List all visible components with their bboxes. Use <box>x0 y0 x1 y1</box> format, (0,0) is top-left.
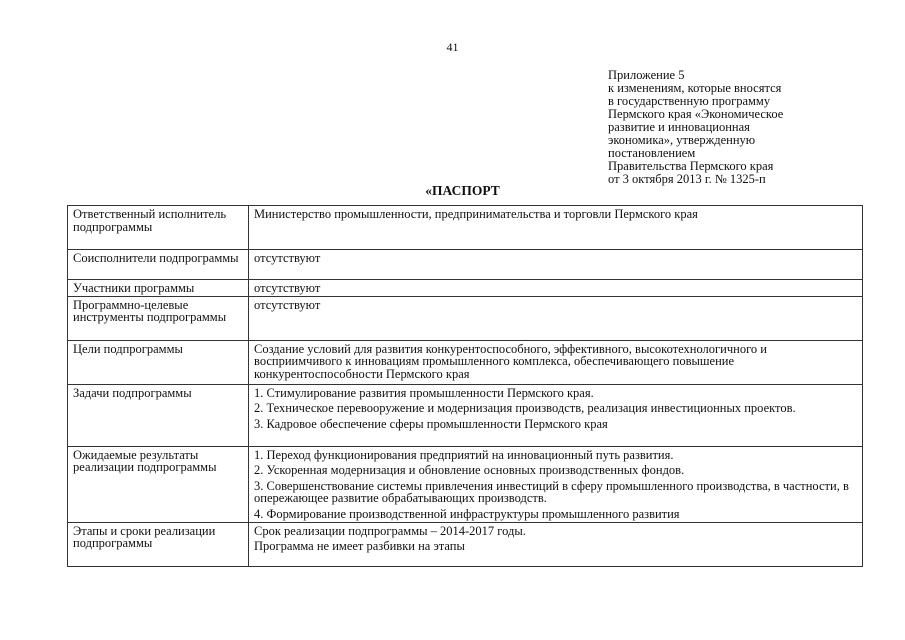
appendix-note <box>608 69 888 186</box>
value-line: Программа не имеет разбивки на этапы <box>254 539 465 554</box>
param-cell: Программно-целевые инструменты подпрограммы <box>68 296 249 340</box>
table-row-responsible-executor <box>68 206 863 250</box>
table-row-participants <box>68 280 863 297</box>
value-cell <box>249 340 863 384</box>
param-cell: Ожидаемые результаты реализации подпрограммы <box>68 446 249 522</box>
appendix-note-line: в государственную программу <box>608 94 771 108</box>
param-cell: Задачи подпрограммы <box>68 384 249 446</box>
value-line: отсутствуют <box>254 251 321 265</box>
page-number: 41 <box>446 40 459 54</box>
appendix-note-line: от 3 октября 2013 г. № 1325-п <box>608 172 766 186</box>
table-row-expected-results <box>68 446 863 522</box>
appendix-note-line: к изменениям, которые вносятся <box>608 81 782 95</box>
value-line: 2. Ускоренная модернизация и обновление основных производственных фондов. <box>254 463 685 478</box>
appendix-note-line: развитие и инновационная <box>608 120 750 134</box>
appendix-note-line: Правительства Пермского края <box>608 159 774 173</box>
appendix-note-line: постановлением <box>608 146 696 160</box>
passport-table <box>67 205 863 567</box>
value-cell <box>249 384 863 446</box>
document-title: «ПАСПОРТ <box>425 183 500 198</box>
param-cell: Ответственный исполнитель подпрограммы <box>68 206 249 250</box>
value-cell <box>249 250 863 280</box>
value-line: отсутствуют <box>254 281 321 295</box>
value-line: 1. Стимулирование развития промышленности Пермского края. <box>254 385 594 400</box>
value-line: 1. Переход функционирования предприятий на инновационный путь развития. <box>254 447 674 462</box>
appendix-note-line: Пермского края «Экономическое <box>608 107 784 121</box>
value-cell <box>249 206 863 250</box>
value-line: 3. Совершенствование системы привлечения инвестиций в сферу промышленного производства, в частности, в опережающее развитие обрабатывающих производств. <box>254 478 849 506</box>
table-row-co-executors <box>68 250 863 280</box>
param-cell: Этапы и сроки реализации подпрограммы <box>68 522 249 566</box>
table-row-goals <box>68 340 863 384</box>
value-line: Срок реализации подпрограммы – 2014-2017 годы. <box>254 523 526 538</box>
value-cell <box>249 280 863 297</box>
appendix-note-line: Приложение 5 <box>608 68 685 82</box>
table-row-stages-and-terms <box>68 522 863 566</box>
value-cell <box>249 446 863 522</box>
value-line: Министерство промышленности, предпринимательства и торговли Пермского края <box>254 207 698 221</box>
value-line: 4. Формирование производственной инфраструктуры промышленного развития <box>254 506 680 521</box>
value-cell <box>249 522 863 566</box>
table-row-tasks <box>68 384 863 446</box>
value-line: отсутствуют <box>254 297 321 312</box>
param-cell: Участники программы <box>68 280 249 297</box>
table-row-target-instruments <box>68 296 863 340</box>
value-line: 2. Техническое перевооружение и модернизация производств, реализация инвестиционных проектов. <box>254 401 796 416</box>
value-line: 3. Кадровое обеспечение сферы промышленности Пермского края <box>254 416 608 431</box>
value-cell <box>249 296 863 340</box>
param-cell: Цели подпрограммы <box>68 340 249 384</box>
appendix-note-line: экономика», утвержденную <box>608 133 756 147</box>
param-cell: Соисполнители подпрограммы <box>68 250 249 280</box>
value-line: Создание условий для развития конкурентоспособного, эффективного, высокотехнологичного и восприимчивого к инновациям промышленного комплекса, обеспечивающего повышение конкурентоспособности Пермского края <box>254 341 767 381</box>
